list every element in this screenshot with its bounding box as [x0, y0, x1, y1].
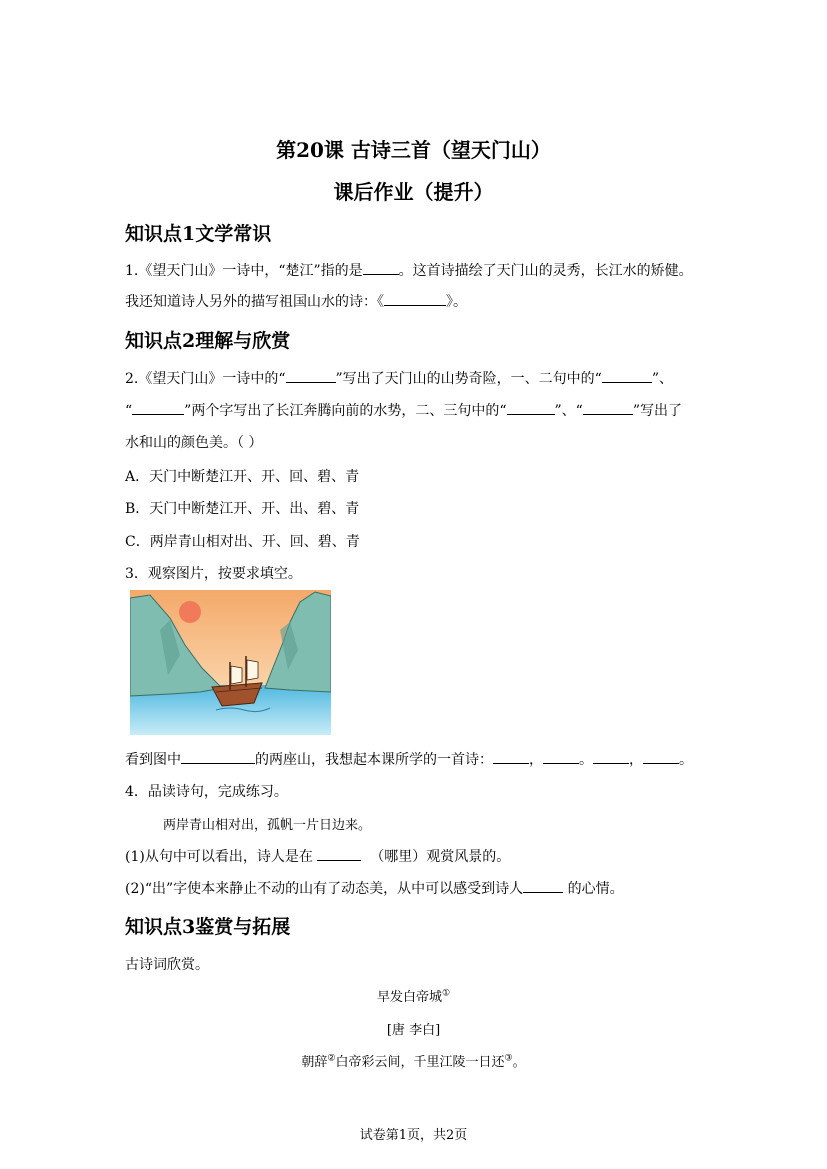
page-subtitle: 课后作业（提升） — [333, 180, 494, 204]
q3-sep-3: ， — [629, 752, 643, 768]
question-4-1 — [125, 846, 510, 866]
option-a[interactable]: A．天门中断楚江开、开、回、碧、青 — [125, 469, 360, 485]
q3-blank-2[interactable] — [493, 749, 529, 764]
sun — [179, 601, 201, 623]
q2-text-b: ”写出了天门山的山势奇险，一、二句中的“ — [335, 371, 602, 387]
question-1-line-2 — [125, 291, 467, 311]
question-4: 4．品读诗句，完成练习。 — [125, 784, 288, 800]
q3-sep-4: 。 — [679, 752, 693, 768]
poem-footnote-3: ③ — [504, 1053, 513, 1064]
question-4-2 — [125, 878, 624, 898]
q2-text-c: ”、 — [651, 371, 674, 387]
q2-text-d: “ — [125, 403, 133, 419]
poem-line-1-a: 朝辞 — [301, 1055, 328, 1070]
option-c[interactable]: C．两岸青山相对出、开、回、碧、青 — [125, 534, 360, 550]
q3-text-a: 看到图中 — [125, 752, 181, 768]
poem-author: [唐 李白] — [386, 1023, 441, 1038]
q1-blank-2[interactable] — [384, 291, 446, 306]
q1-text-c: 我还知道诗人另外的描写祖国山水的诗：《 — [125, 294, 384, 310]
question-3: 3．观察图片，按要求填空。 — [125, 566, 302, 582]
q1-text-b: 。这首诗描绘了天门山的灵秀，长江水的矫健。 — [398, 263, 693, 279]
section-3-heading: 知识点3鉴赏与拓展 — [125, 916, 291, 938]
q2-blank-5[interactable] — [583, 400, 633, 415]
poem-title-text: 早发白帝城 — [376, 990, 442, 1005]
q2-text-a: 2.《望天门山》一诗中的“ — [125, 371, 286, 387]
q2-text-f: ”、“ — [554, 403, 583, 419]
section-1-heading: 知识点1文学常识 — [125, 223, 272, 245]
section-3-intro: 古诗词欣赏。 — [125, 957, 209, 973]
page-title: 第20课 古诗三首（望天门山） — [276, 138, 551, 162]
question-1-line-1 — [125, 260, 693, 280]
q3-sep-2: 。 — [579, 752, 593, 768]
q3-blank-1[interactable] — [181, 749, 255, 764]
poem-title — [0, 986, 827, 1005]
q1-text-a: 1.《望天门山》一诗中，“楚江”指的是 — [125, 263, 363, 279]
landscape-illustration — [130, 590, 331, 735]
poem-line-1-c: 。 — [512, 1055, 526, 1070]
q3-blank-4[interactable] — [593, 749, 629, 764]
q2-blank-1[interactable] — [286, 368, 336, 383]
q1-text-d: 》。 — [446, 294, 467, 310]
q2-text-g: ”写出了 — [632, 403, 682, 419]
q1-blank-1[interactable] — [363, 260, 399, 275]
q4-1-blank[interactable] — [317, 846, 361, 861]
q2-blank-3[interactable] — [132, 400, 184, 415]
option-b[interactable]: B．天门中断楚江开、开、出、碧、青 — [125, 501, 360, 517]
q4-2-text-b: 的心情。 — [567, 881, 624, 897]
page-footer: 试卷第1页，共2页 — [359, 1128, 468, 1143]
q4-1-text-a: (1)从句中可以看出，诗人是在 — [125, 849, 313, 865]
question-2-line-3: 水和山的颜色美。（ ） — [125, 435, 263, 451]
q2-blank-2[interactable] — [602, 368, 652, 383]
q3-blank-5[interactable] — [643, 749, 679, 764]
poem-footnote-2: ② — [327, 1053, 336, 1064]
question-3-fill-line — [125, 749, 693, 769]
q2-text-e: ”两个字写出了长江奔腾向前的水势，二、三句中的“ — [184, 403, 507, 419]
poem-line-1 — [0, 1051, 827, 1070]
question-4-poem-line: 两岸青山相对出，孤帆一片日边来。 — [163, 818, 372, 833]
q4-2-blank[interactable] — [523, 878, 563, 893]
poem-line-1-b: 白帝彩云间，千里江陵一日还 — [335, 1055, 505, 1070]
section-2-heading: 知识点2理解与欣赏 — [125, 330, 291, 352]
q4-1-text-b: （哪里）观赏风景的。 — [370, 849, 511, 865]
q4-2-text-a: (2)“出”字使本来静止不动的山有了动态美，从中可以感受到诗人 — [125, 881, 524, 897]
q3-sep-1: ， — [529, 752, 543, 768]
question-2-line-1 — [125, 368, 673, 388]
question-2-line-2 — [125, 400, 682, 420]
q3-blank-3[interactable] — [543, 749, 579, 764]
q2-blank-4[interactable] — [507, 400, 555, 415]
q3-text-b: 的两座山，我想起本课所学的一首诗： — [255, 752, 493, 768]
poem-title-footnote: ① — [441, 988, 451, 999]
